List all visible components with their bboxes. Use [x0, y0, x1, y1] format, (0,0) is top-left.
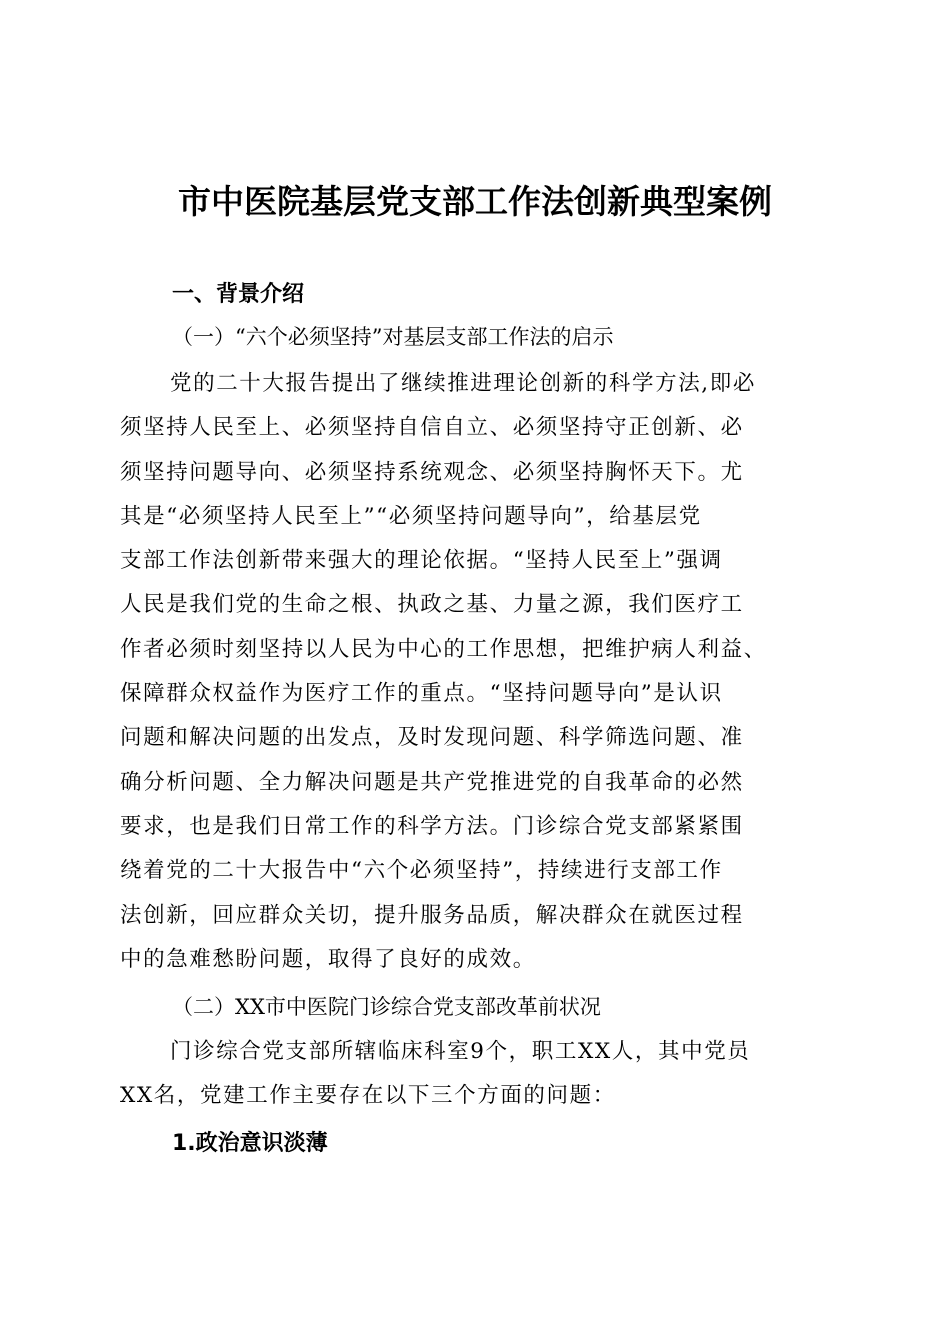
paragraph-line: 其是“必须坚持人民至上”“必须坚持问题导向”，给基层党	[120, 503, 702, 529]
paragraph-line: 作者必须时刻坚持以人民为中心的工作思想，把维护病人利益、	[120, 636, 767, 662]
paragraph-line: 门诊综合党支部所辖临床科室9个，职工XX人，其中党员	[170, 1039, 751, 1064]
item-heading-1: 1.政治意识淡薄	[172, 1131, 328, 1156]
paragraph-2	[120, 1030, 826, 1119]
paragraph-line: 须坚持人民至上、必须坚持自信自立、必须坚持守正创新、必	[120, 415, 744, 441]
paragraph-line: XX名，党建工作主要存在以下三个方面的问题：	[120, 1083, 616, 1109]
paragraph-1	[120, 362, 826, 982]
paragraph-line: 人民是我们党的生命之根、执政之基、力量之源，我们医疗工	[120, 592, 744, 618]
paragraph-line: 须坚持问题导向、必须坚持系统观念、必须坚持胸怀天下。尤	[120, 459, 744, 485]
paragraph-line: 确分析问题、全力解决问题是共产党推进党的自我革命的必然	[120, 769, 744, 795]
paragraph-line: 要求，也是我们日常工作的科学方法。门诊综合党支部紧紧围	[120, 813, 744, 839]
paragraph-line: 保障群众权益作为医疗工作的重点。“坚持问题导向”是认识	[120, 681, 723, 707]
paragraph-line: 绕着党的二十大报告中“六个必须坚持”，持续进行支部工作	[120, 858, 723, 884]
subsection-heading-2: （二）XX市中医院门诊综合党支部改革前状况	[172, 995, 601, 1019]
paragraph-line: 中的急难愁盼问题，取得了良好的成效。	[120, 946, 536, 972]
paragraph-line: 问题和解决问题的出发点，及时发现问题、科学筛选问题、准	[120, 725, 744, 751]
document-title: 市中医院基层党支部工作法创新典型案例	[178, 182, 772, 221]
paragraph-line: 法创新，回应群众关切，提升服务品质，解决群众在就医过程	[120, 902, 744, 928]
subsection-heading-1: （一）“六个必须坚持”对基层支部工作法的启示	[172, 325, 614, 349]
paragraph-line: 支部工作法创新带来强大的理论依据。“坚持人民至上”强调	[120, 548, 723, 574]
section-heading-background: 一、背景介绍	[172, 282, 305, 307]
paragraph-line: 党的二十大报告提出了继续推进理论创新的科学方法,即必	[170, 371, 756, 396]
